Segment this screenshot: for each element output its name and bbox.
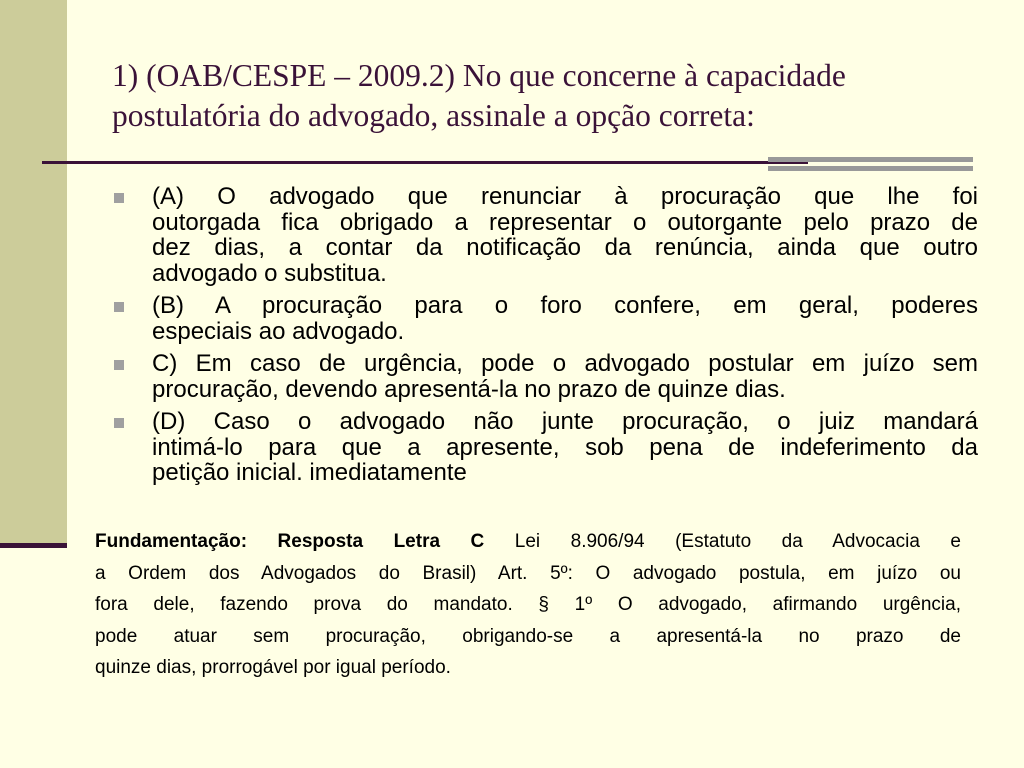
square-bullet-icon [114, 302, 124, 312]
fundamentacao-lead: Fundamentação: Resposta Letra C [95, 531, 485, 552]
option-b [110, 293, 978, 344]
option-d-line-3: petição inicial. imediatamente [152, 459, 467, 486]
option-c [110, 351, 978, 402]
gray-bar-1 [768, 157, 973, 162]
option-a-line-2: outorgada fica obrigado a representar o outorgante pelo prazo de [152, 208, 978, 236]
fundamentacao-line-5: quinze dias, prorrogável por igual período. [95, 657, 451, 678]
square-bullet-icon [114, 360, 124, 370]
option-d-line-1: (D) Caso o advogado não junte procuração, o juiz mandará [152, 408, 978, 435]
decorative-gray-bars [768, 157, 973, 175]
option-c-line-1: C) Em caso de urgência, pode o advogado postular em juízo sem [152, 350, 978, 377]
square-bullet-icon [114, 418, 124, 428]
option-a-line-3: dez dias, a contar da notificação da renúncia, ainda que outro [152, 234, 978, 261]
square-bullet-icon [114, 193, 124, 203]
option-b-line-2: especiais ao advogado. [152, 317, 405, 345]
option-a-line-4: advogado o substitua. [152, 259, 387, 287]
gray-bar-2 [768, 166, 973, 171]
fundamentacao-line-2: a Ordem dos Advogados do Brasil) Art. 5º: O advogado postula, em juízo ou [95, 562, 961, 584]
option-a-line-1: (A) O advogado que renunciar à procuração que lhe foi [152, 183, 978, 210]
option-a [110, 184, 978, 286]
fundamentacao-line-1-rest: Lei 8.906/94 (Estatuto da Advocacia e [484, 531, 961, 552]
option-b-line-1: (B) A procuração para o foro confere, em geral, poderes [152, 292, 978, 319]
title-line-1: 1) (OAB/CESPE – 2009.2) No que concerne à capacidade [112, 58, 846, 93]
option-d-line-2: intimá-lo para que a apresente, sob pena de indeferimento da [152, 433, 978, 461]
left-rule-line [0, 543, 67, 548]
fundamentacao-line-4: pode atuar sem procuração, obrigando-se a apresentá-la no prazo de [95, 625, 961, 647]
fundamentacao-line-1 [95, 526, 961, 558]
title-line-2: postulatória do advogado, assinale a opção correta: [112, 98, 755, 133]
option-d [110, 409, 978, 486]
option-c-line-2: procuração, devendo apresentá-la no prazo de quinze dias. [152, 375, 786, 403]
title-underline [42, 161, 808, 164]
fundamentacao-block [95, 526, 961, 684]
left-decorative-band [0, 0, 67, 545]
options-list [110, 184, 978, 493]
slide-title [112, 56, 972, 136]
fundamentacao-line-3: fora dele, fazendo prova do mandato. § 1º O advogado, afirmando urgência, [95, 594, 961, 615]
